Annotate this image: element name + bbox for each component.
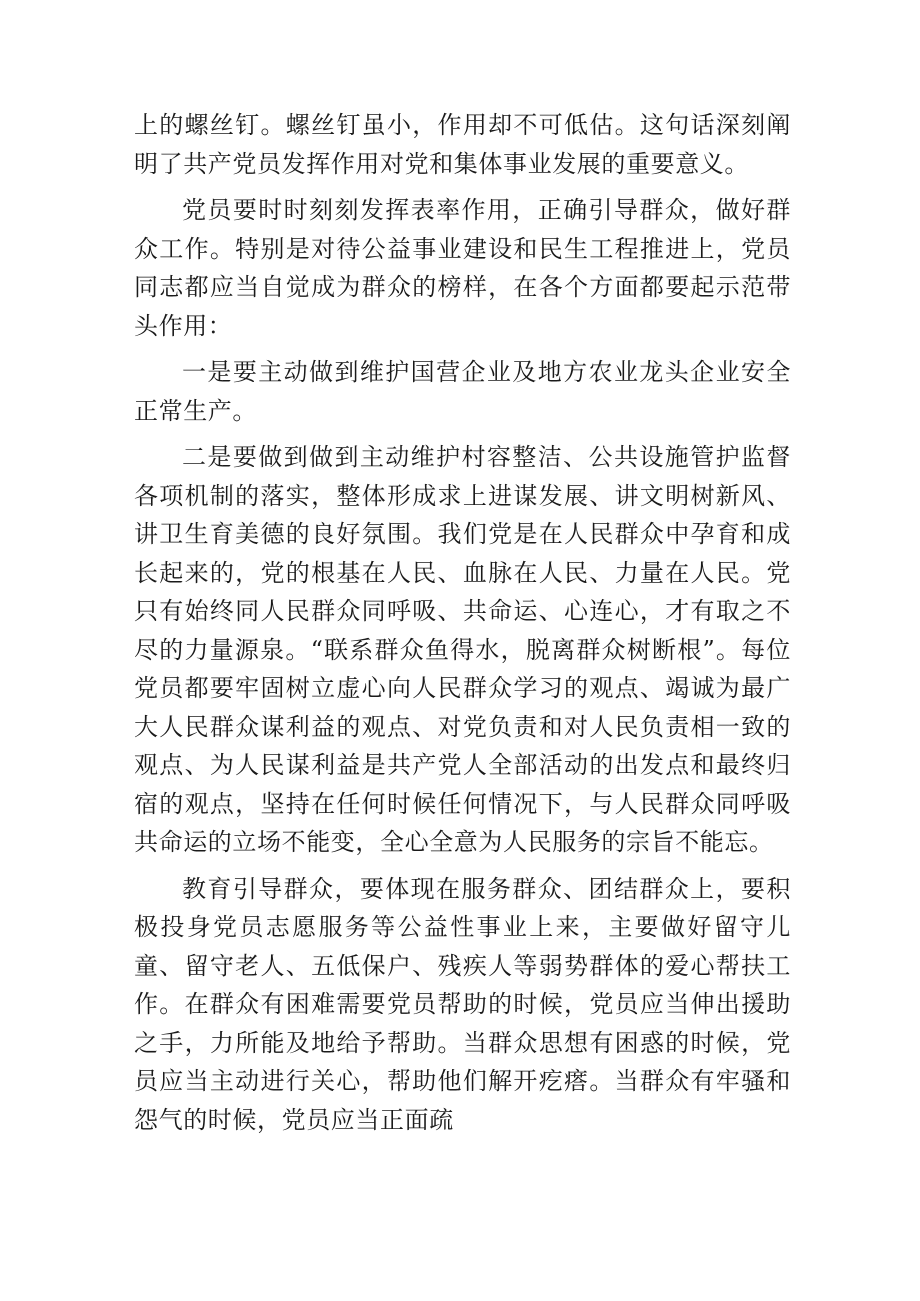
paragraph-5: 教育引导群众，要体现在服务群众、团结群众上，要积极投身党员志愿服务等公益性事业上来，主要做好留守儿童、留守老人、五低保户、残疾人等弱势群体的爱心帮扶工作。在群众有困难需要党员帮助的时候，党员应当伸出援助之手，力所能及地给予帮助。当群众思想有困惑的时候，党员应当主动进行关心，帮助他们解开疙瘩。当群众有牢骚和怨气的时候，党员应当正面疏 [134, 874, 791, 1134]
paragraph-3: 一是要主动做到维护国营企业及地方农业龙头企业安全正常生产。 [134, 358, 791, 425]
paragraph-4: 二是要做到做到主动维护村容整洁、公共设施管护监督各项机制的落实，整体形成求上进谋发展、讲文明树新风、讲卫生育美德的良好氛围。我们党是在人民群众中孕育和成长起来的，党的根基在人民、血脉在人民、力量在人民。党只有始终同人民群众同呼吸、共命运、心连心，才有取之不尽的力量源泉。“联系群众鱼得水，脱离群众树断根”。每位党员都要牢固树立虚心向人民群众学习的观点、竭诚为最广大人民群众谋利益的观点、对党负责和对人民负责相一致的观点、为人民谋利益是共产党人全部活动的出发点和最终归宿的观点，坚持在任何时候任何情况下，与人民群众同呼吸共命运的立场不能变，全心全意为人民服务的宗旨不能忘。 [134, 443, 791, 856]
paragraph-1: 上的螺丝钉。螺丝钉虽小，作用却不可低估。这句话深刻阐明了共产党员发挥作用对党和集体事业发展的重要意义。 [134, 111, 791, 178]
document-body [134, 106, 791, 1147]
paragraph-2: 党员要时时刻刻发挥表率作用，正确引导群众，做好群众工作。特别是对待公益事业建设和民生工程推进上，党员同志都应当自觉成为群众的榜样，在各个方面都要起示范带头作用： [134, 196, 791, 340]
